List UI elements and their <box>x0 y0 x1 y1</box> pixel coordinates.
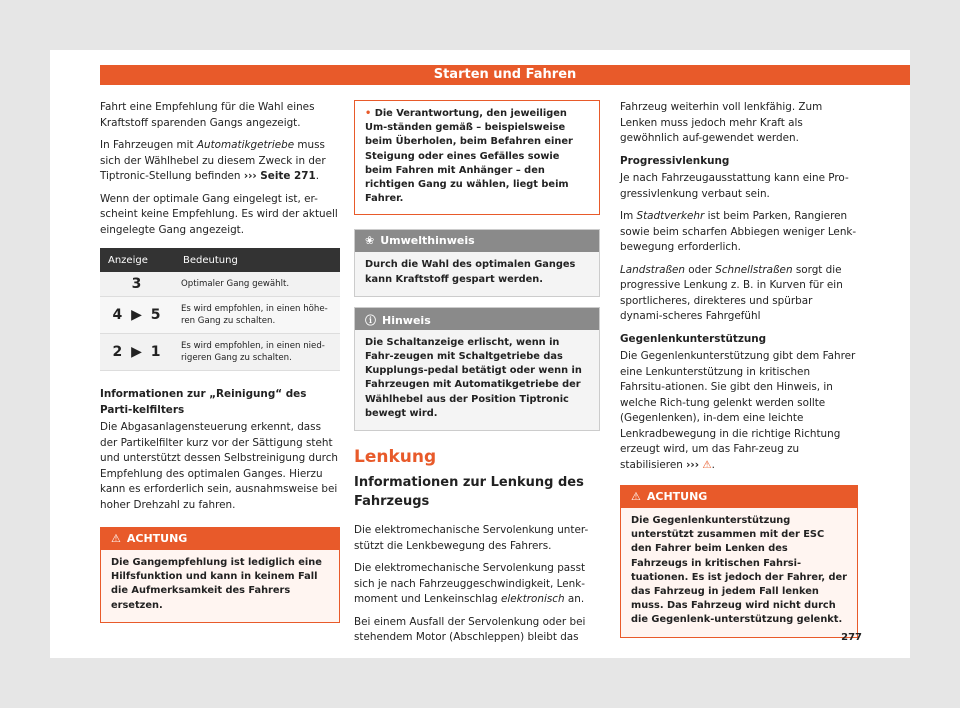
paragraph: Die Abgasanlagensteuerung erkennt, dass der Partikelfilter kurz vor der Sättigung steht und unterstützt dessen Selbstreinigung durch Empfehlung des optimalen Ganges. Hierzu kann es erforderlich sein, ausnahmsweise bei hoher Drehzahl zu fahren. <box>100 421 338 511</box>
warning-box <box>620 485 858 638</box>
gear-symbol: 3 <box>100 272 175 297</box>
responsibility-box: • Die Verantwortung, den jeweiligen Um-ständen gemäß – beispielsweise beim Überholen, beim Befahren einer Steigung oder eines Gefälles sowie beim Fahren mit Anhänger – den richtigen Gang zu wählen, liegt beim Fahrer. <box>354 100 600 215</box>
table-row <box>100 334 340 371</box>
column-1 <box>100 100 340 633</box>
paragraph: Landstraßen oder Schnellstraßen sorgt die progressive Lenkung z. B. in Kurven für ein sportlicheres, direkteres und spürbar dynami-scheres Fahrgefühl <box>620 263 843 322</box>
paragraph: Je nach Fahrzeugausstattung kann eine Pro-gressivlenkung verbaut sein. <box>620 172 849 200</box>
warning-header: ⚠ ACHTUNG <box>101 528 339 550</box>
info-icon: ⓘ <box>365 313 376 327</box>
section-title: Lenkung <box>354 447 437 468</box>
gear-meaning: Es wird empfohlen, in einen höhe-ren Gang zu schalten. <box>175 297 340 334</box>
section-header: Starten und Fahren <box>100 65 910 85</box>
gear-indicator-table <box>100 248 340 371</box>
paragraph: In Fahrzeugen mit Automatikgetriebe muss sich der Wählhebel zu diesem Zweck in der Tiptronic-Stellung befinden ››› Seite 271. <box>100 139 326 182</box>
warning-triangle-icon: ⚠ <box>111 532 121 545</box>
environment-note-text: Durch die Wahl des optimalen Ganges kann Kraftstoff gespart werden. <box>365 259 576 285</box>
warning-box <box>100 527 340 623</box>
note-header: ⓘ Hinweis <box>355 308 599 330</box>
paragraph: Fahrzeug weiterhin voll lenkfähig. Zum Lenken muss jedoch mehr Kraft als gewöhnlich auf-gewendet werden. <box>620 101 823 144</box>
note-box <box>354 307 600 431</box>
warning-text: Die Gegenlenkunterstützung unterstützt zusammen mit der ESC den Fahrer beim Lenken des Fahrzeugs in kritischen Fahrsi-tuationen. Es ist jedoch der Fahrer, der das Fahrzeug in jedem Fall lenken muss. Das Fahrzeug wird nicht durch die Gegenlenk-unterstützung gelenkt. <box>631 515 848 626</box>
gear-symbol: 4 ▶ 5 <box>100 297 175 334</box>
table-row <box>100 272 340 297</box>
paragraph: Wenn der optimale Gang eingelegt ist, er-scheint keine Empfehlung. Es wird der aktuell eingelegte Gang angezeigt. <box>100 192 338 236</box>
environment-note-header: ❀ Umwelthinweis <box>355 230 599 252</box>
warning-header: ⚠ ACHTUNG <box>621 486 857 508</box>
gear-symbol: 2 ▶ 1 <box>100 334 175 371</box>
gear-meaning: Optimaler Gang gewählt. <box>175 272 340 297</box>
paragraph: Die Gegenlenkunterstützung gibt dem Fahrer eine Lenkunterstützung in kritischen Fahrsitu-ationen. Sie gibt den Hinweis, in welche Rich-tung gelenkt werden sollte (Gegenlenken), in-dem eine leichte Lenkradbewegung in die richtige Richtung erzeugt wird, um das Fahr-zeug zu stabilisieren ››› ⚠. <box>620 350 856 471</box>
column-2 <box>354 100 600 653</box>
paragraph: Die elektromechanische Servolenkung unter-stützt die Lenkbewegung des Fahrers. <box>354 524 589 552</box>
subheading: Progressivlenkung <box>620 154 730 167</box>
flower-icon: ❀ <box>365 234 375 248</box>
page-number: 277 <box>841 632 862 643</box>
paragraph: Im Stadtverkehr ist beim Parken, Rangieren sowie beim scharfen Abbiegen weniger Lenk-bewegung erforderlich. <box>620 210 857 253</box>
warning-reference-link[interactable]: ››› <box>686 458 699 471</box>
column-3 <box>620 100 858 648</box>
warning-text: Die Gangempfehlung ist lediglich eine Hilfsfunktion und kann in keinem Fall die Aufmerksamkeit des Fahrers ersetzen. <box>111 557 322 611</box>
page-reference-link[interactable]: ››› Seite 271 <box>243 170 316 182</box>
warning-triangle-icon: ⚠ <box>631 490 641 503</box>
warning-triangle-icon: ⚠ <box>702 458 712 471</box>
table-header-display: Anzeige <box>100 248 175 272</box>
bullet-icon: • <box>365 108 372 119</box>
subheading: Gegenlenkunterstützung <box>620 332 767 345</box>
subheading: Informationen zur „Reinigung“ des Parti-kelfilters <box>100 388 307 416</box>
environment-note-box <box>354 229 600 296</box>
gear-meaning: Es wird empfohlen, in einen nied-rigeren Gang zu schalten. <box>175 334 340 371</box>
paragraph: Fahrt eine Empfehlung für die Wahl eines Kraftstoff sparenden Gangs angezeigt. <box>100 101 315 129</box>
table-header-meaning: Bedeutung <box>175 248 340 272</box>
note-text: Die Schaltanzeige erlischt, wenn in Fahr-zeugen mit Schaltgetriebe das Kupplungs-pedal betätigt oder wenn in Fahrzeugen mit Automatikgetriebe der Wählhebel aus der Position Tiptronic bewegt wird. <box>365 336 582 419</box>
section-subtitle: Informationen zur Lenkung des Fahrzeugs <box>354 475 584 510</box>
table-row <box>100 297 340 334</box>
paragraph: Die elektromechanische Servolenkung passt sich je nach Fahrzeuggeschwindigkeit, Lenk-moment und Lenkeinschlag elektronisch an. <box>354 562 586 606</box>
paragraph: Bei einem Ausfall der Servolenkung oder bei stehendem Motor (Abschleppen) bleibt das <box>354 615 586 644</box>
page <box>50 50 910 658</box>
